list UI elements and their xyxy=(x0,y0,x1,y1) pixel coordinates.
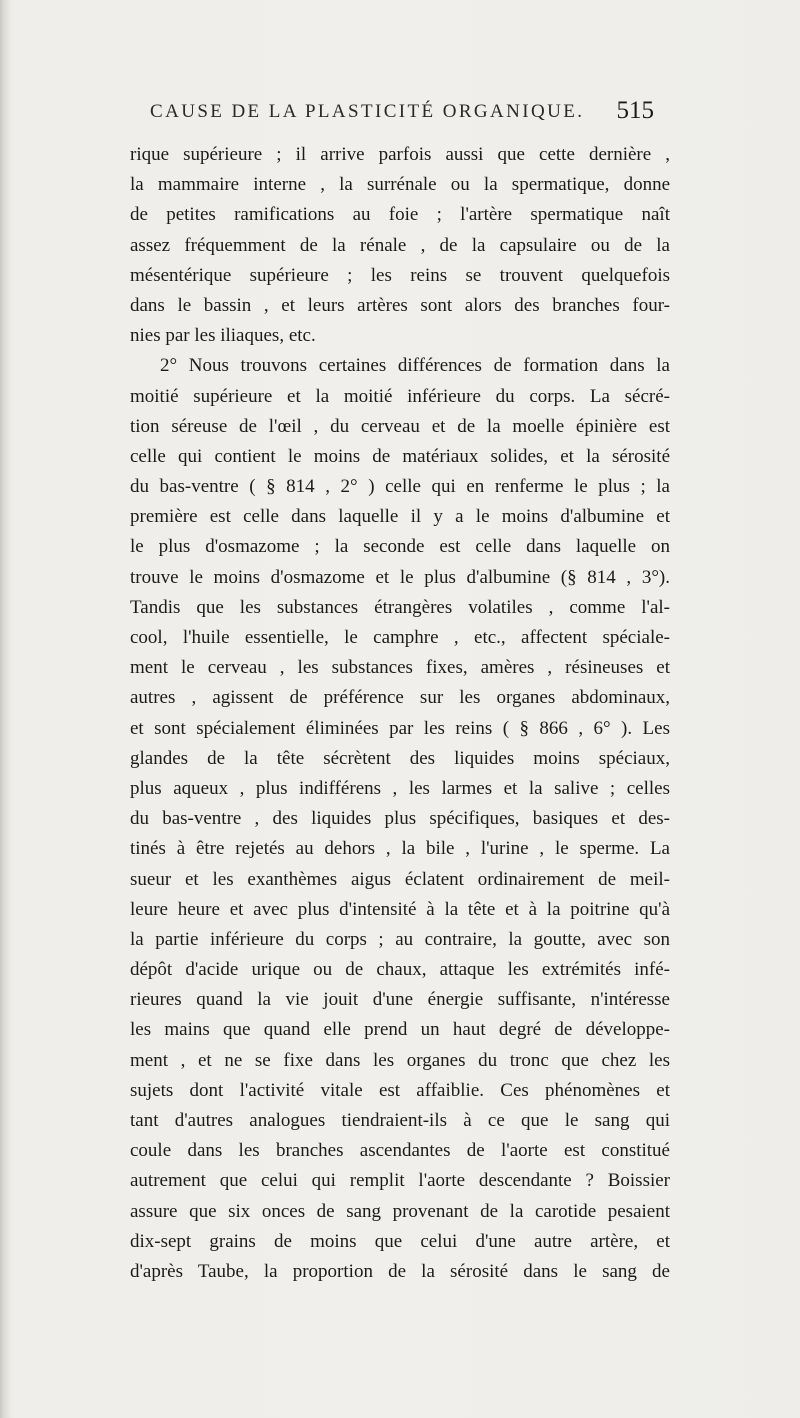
text-line: de petites ramifications au foie ; l'artère spermatique naît xyxy=(130,204,670,226)
body-text xyxy=(130,140,670,1287)
text-line: et sont spécialement éliminées par les reins ( § 866 , 6° ). Les xyxy=(130,717,670,739)
text-line: la mammaire interne , la surrénale ou la spermatique, donne xyxy=(130,174,670,196)
page-number: 515 xyxy=(616,97,654,124)
text-line: d'après Taube, la proportion de la sérosité dans le sang de xyxy=(130,1260,670,1282)
text-line: sujets dont l'activité vitale est affaiblie. Ces phénomènes et xyxy=(130,1079,670,1101)
text-line: mésentérique supérieure ; les reins se trouvent quelquefois xyxy=(130,264,670,286)
text-line: moitié supérieure et la moitié inférieure du corps. La sécré- xyxy=(130,385,670,407)
text-line: la partie inférieure du corps ; au contraire, la goutte, avec son xyxy=(130,928,670,950)
text-line: Tandis que les substances étrangères volatiles , comme l'al- xyxy=(130,596,670,618)
text-line: plus aqueux , plus indifférens , les larmes et la salive ; celles xyxy=(130,777,670,799)
text-line: tinés à être rejetés au dehors , la bile , l'urine , le sperme. La xyxy=(130,838,670,860)
text-line: nies par les iliaques, etc. xyxy=(130,325,316,347)
text-line: trouve le moins d'osmazome et le plus d'albumine (§ 814 , 3°). xyxy=(130,566,670,588)
text-line: dépôt d'acide urique ou de chaux, attaque les extrémités infé- xyxy=(130,959,670,981)
text-line: cool, l'huile essentielle, le camphre , etc., affectent spéciale- xyxy=(130,627,670,648)
text-line: leure heure et avec plus d'intensité à la tête et à la poitrine qu'à xyxy=(130,898,670,920)
text-line: dans le bassin , et leurs artères sont alors des branches four- xyxy=(130,294,670,316)
text-line: coule dans les branches ascendantes de l'aorte est constitué xyxy=(130,1140,670,1162)
paragraph-start-line: 2° Nous trouvons certaines différences de formation dans la xyxy=(160,355,670,377)
text-line: tion séreuse de l'œil , du cerveau et de la moelle épinière est xyxy=(130,415,670,437)
text-line: première est celle dans laquelle il y a le moins d'albumine et xyxy=(130,506,670,528)
text-line: du bas-ventre , des liquides plus spécifiques, basiques et des- xyxy=(130,808,670,830)
text-line: autrement que celui qui remplit l'aorte descendante ? Boissier xyxy=(130,1170,670,1192)
text-line: ment le cerveau , les substances fixes, amères , résineuses et xyxy=(130,657,670,679)
text-line: rieures quand la vie jouit d'une énergie suffisante, n'intéresse xyxy=(130,989,670,1011)
text-line: les mains que quand elle prend un haut degré de développe- xyxy=(130,1019,670,1041)
text-line: sueur et les exanthèmes aigus éclatent ordinairement de meil- xyxy=(130,868,670,890)
text-line: ment , et ne se fixe dans les organes du tronc que chez les xyxy=(130,1049,670,1071)
text-line: du bas-ventre ( § 814 , 2° ) celle qui en renferme le plus ; la xyxy=(130,476,670,498)
running-title: CAUSE DE LA PLASTICITÉ ORGANIQUE. xyxy=(150,101,585,122)
binding-gutter xyxy=(0,0,10,1418)
text-line: assez fréquemment de la rénale , de la capsulaire ou de la xyxy=(130,234,670,256)
text-line: glandes de la tête sécrètent des liquides moins spéciaux, xyxy=(130,747,670,769)
text-line: rique supérieure ; il arrive parfois aussi que cette dernière , xyxy=(130,144,670,165)
page-header xyxy=(0,97,800,129)
text-line: celle qui contient le moins de matériaux solides, et la sérosité xyxy=(130,445,670,467)
text-line: le plus d'osmazome ; la seconde est celle dans laquelle on xyxy=(130,536,670,558)
text-line: dix-sept grains de moins que celui d'une autre artère, et xyxy=(130,1230,670,1252)
text-line: autres , agissent de préférence sur les organes abdominaux, xyxy=(130,687,670,709)
text-line: assure que six onces de sang provenant de la carotide pesaient xyxy=(130,1200,670,1222)
text-line: tant d'autres analogues tiendraient-ils à ce que le sang qui xyxy=(130,1110,670,1131)
